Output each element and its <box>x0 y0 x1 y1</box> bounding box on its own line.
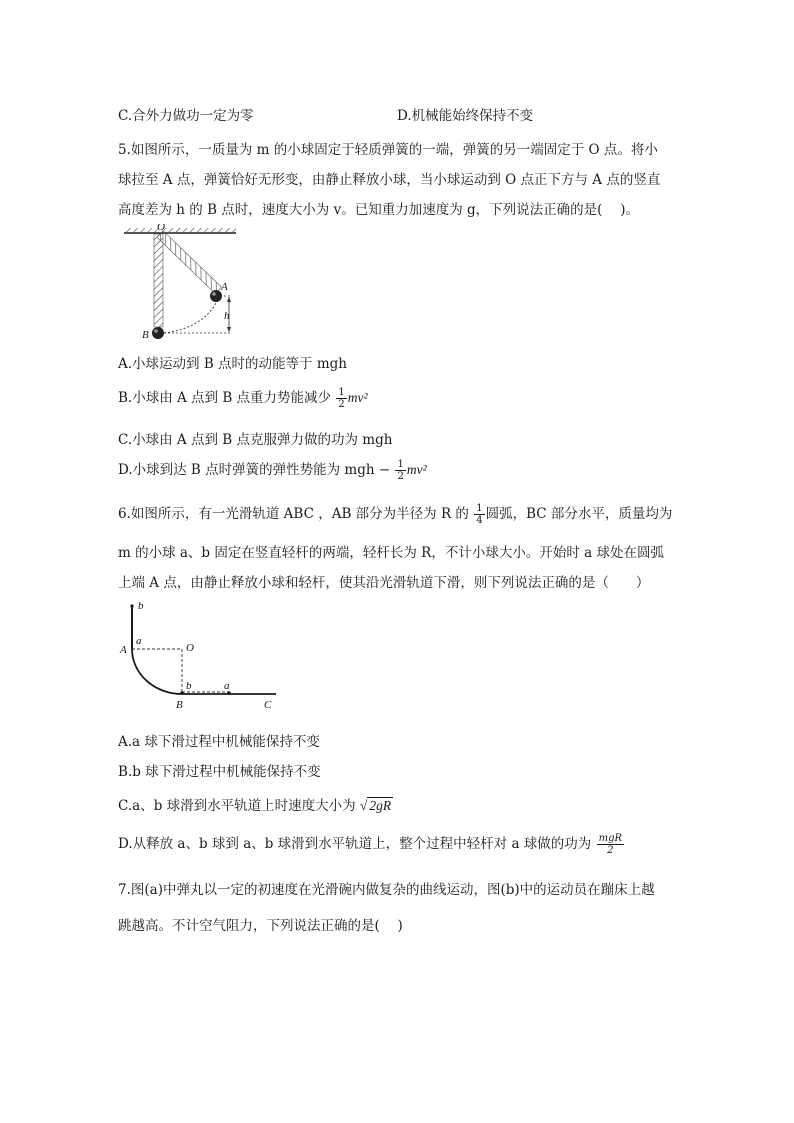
q5-option-b <box>118 386 368 410</box>
q6-option-d <box>118 832 625 856</box>
q5-option-b-fraction: $\frac{1}{2}$ <box>338 387 345 410</box>
q6-option-d-text: D.从释放 a、b 球到 a、b 球滑到水平轨道上，整个过程中轻杆对 a 球做的功为 <box>118 836 592 852</box>
q6-track-figure <box>116 598 286 710</box>
q5-spring-figure <box>120 224 240 340</box>
q6-label-b-top: b <box>138 600 144 612</box>
q5-option-a: A.小球运动到 B 点时的动能等于 mgh <box>118 356 347 372</box>
q6-option-c-sqrt: 2gR <box>369 798 392 813</box>
q6-option-b: B.b 球下滑过程中机械能保持不变 <box>118 764 321 780</box>
q6-label-b-bottom: b <box>186 680 192 692</box>
q5-stem-line-1: 5.如图所示，一质量为 m 的小球固定于轻质弹簧的一端，弹簧的另一端固定于 O 点。将小 <box>118 142 658 158</box>
q6-option-d-fraction: $\frac{\text{mgR}}{2}$ <box>598 833 623 856</box>
q6-label-O: O <box>186 642 194 654</box>
q7-stem-line-1: 7.图(a)中弹丸以一定的初速度在光滑碗内做复杂的曲线运动，图(b)中的运动员在蹦床上越 <box>118 882 655 898</box>
q6-option-c-text: C.a、b 球滑到水平轨道上时速度大小为 <box>118 798 356 814</box>
q4-option-c: C.合外力做功一定为零 <box>118 108 254 124</box>
q6-label-a-bottom: a <box>224 680 230 692</box>
q5-option-b-text: B.小球由 A 点到 B 点重力势能减少 <box>118 390 332 406</box>
q6-label-A: A <box>120 644 127 656</box>
q5-option-d-mv2: mv² <box>406 462 427 477</box>
q6-option-c: C.a、b 球滑到水平轨道上时速度大小为 √ 2gR <box>118 798 392 814</box>
q5-option-b-mv2: mv² <box>347 390 368 405</box>
q6-stem-line-3: 上端 A 点，由静止释放小球和轻杆，使其沿光滑轨道下滑，则下列说法正确的是（ ） <box>118 575 650 591</box>
q5-label-b: B <box>142 329 149 340</box>
q5-label-h: h <box>224 310 230 322</box>
q6-label-a-top: a <box>136 635 142 647</box>
q7-stem-line-2: 跳越高。不计空气阻力，下列说法正确的是( ) <box>118 918 403 934</box>
q6-label-B: B <box>176 699 183 710</box>
q5-option-d <box>118 458 427 482</box>
q6-quarter-fraction: $\frac{1}{4}$ <box>476 503 483 526</box>
q4-option-d: D.机械能始终保持不变 <box>397 108 534 124</box>
q6-stem-line-2: m 的小球 a、b 固定在竖直轻杆的两端，轻杆长为 R，不计小球大小。开始时 a 球处在圆弧 <box>118 545 664 561</box>
q6-label-C: C <box>264 699 272 710</box>
q6-option-a: A.a 球下滑过程中机械能保持不变 <box>118 734 320 750</box>
q5-option-d-fraction: $\frac{1}{2}$ <box>397 459 404 482</box>
q5-label-o: O <box>157 224 165 233</box>
q6-stem-line-1-rest: 圆弧，BC 部分水平，质量均为 <box>485 506 673 522</box>
q5-option-c: C.小球由 A 点到 B 点克服弹力做的功为 mgh <box>118 432 393 448</box>
q6-stem-line-1-text: 6.如图所示，有一光滑轨道 ABC ，AB 部分为半径为 R 的 <box>118 506 469 522</box>
q5-stem-line-2: 球拉至 A 点，弹簧恰好无形变，由静止释放小球，当小球运动到 O 点正下方与 A 点的竖直 <box>118 172 661 188</box>
q5-stem-line-3: 高度差为 h 的 B 点时，速度大小为 v。已知重力加速度为 g，下列说法正确的是( )。 <box>118 202 639 218</box>
q5-label-a: A <box>221 281 228 293</box>
q5-option-d-text: D.小球到达 B 点时弹簧的弹性势能为 mgh − <box>118 462 391 478</box>
q6-stem-line-1 <box>118 502 672 526</box>
